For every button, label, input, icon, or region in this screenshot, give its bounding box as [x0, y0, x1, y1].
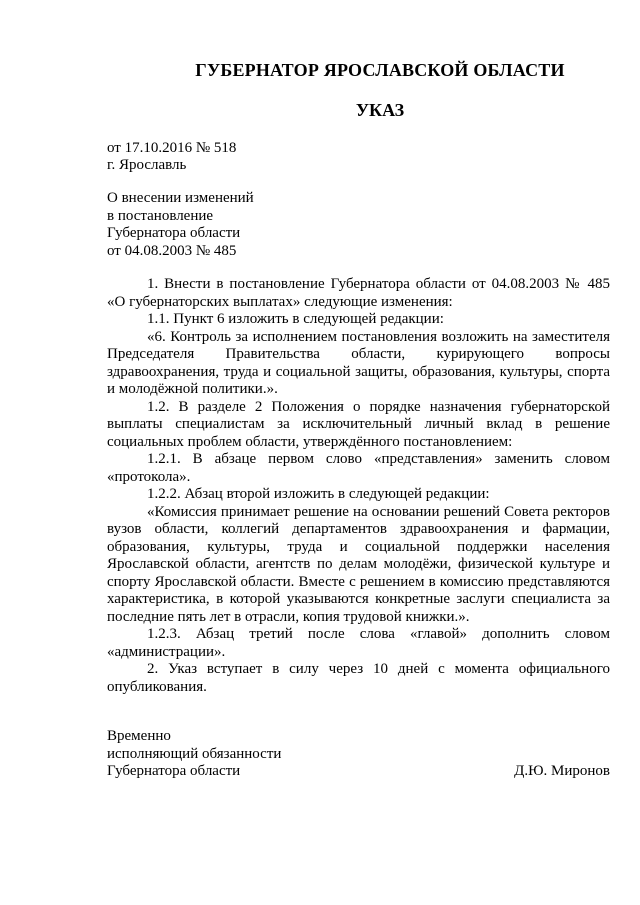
body-paragraph: 1.2.1. В абзаце первом слово «представления» заменить словом «протокола». [107, 451, 610, 485]
body-paragraph: 1.2. В разделе 2 Положения о порядке назначения губернаторской выплаты специалистам за исключительный личный вклад в решение социальных проблем области, утверждённого постановлением: [107, 398, 610, 450]
signature-position-line: Временно [107, 728, 171, 744]
body-paragraph: «6. Контроль за исполнением постановления возложить на заместителя Председателя Правительства области, курирующего вопросы здравоохранения, труда и социальной защиты, образования, культуры, спорта и молодёжной политики.». [107, 328, 610, 397]
signatory-name: Д.Ю. Миронов [514, 763, 610, 779]
document-subject [107, 190, 254, 260]
body-paragraph: 1.2.3. Абзац третий после слова «главой» дополнить словом «администрации». [107, 626, 610, 660]
signature-position-line: исполняющий обязанности [107, 745, 282, 762]
authority-title: ГУБЕРНАТОР ЯРОСЛАВСКОЙ ОБЛАСТИ [195, 60, 565, 80]
document-body [107, 276, 610, 696]
subject-line: О внесении изменений [107, 190, 254, 206]
city: г. Ярославль [107, 157, 187, 173]
signature-row [107, 763, 610, 781]
subject-line: в постановление [107, 207, 214, 224]
signature-position-line: Губернатора области [107, 763, 241, 779]
body-paragraph: «Комиссия принимает решение на основании решений Совета ректоров вузов области, коллегий департаментов здравоохранения и фармации, образования, культуры, труда и социальной поддержки населения Ярославской области, агентств по делам молодёжи, физической культуре и спорту Ярославской области. Вместе с решением в комиссию представляются характеристика, в которой указываются конкретные заслуги специалиста за последние пять лет в отрасли, копия трудовой книжки.». [107, 503, 610, 625]
document-type-title: УКАЗ [355, 100, 405, 120]
body-paragraph: 1. Внести в постановление Губернатора области от 04.08.2003 № 485 «О губернаторских выплатах» следующие изменения: [107, 276, 610, 310]
date-number: от 17.10.2016 № 518 [107, 140, 237, 156]
body-paragraph: 1.2.2. Абзац второй изложить в следующей редакции: [147, 486, 490, 502]
body-paragraph: 1.1. Пункт 6 изложить в следующей редакции: [147, 311, 444, 327]
subject-line: от 04.08.2003 № 485 [107, 242, 237, 259]
body-paragraph: 2. Указ вступает в силу через 10 дней с момента официального опубликования. [107, 661, 610, 695]
signature-block [107, 728, 610, 781]
document-meta [107, 140, 236, 174]
subject-line: Губернатора области [107, 225, 241, 241]
